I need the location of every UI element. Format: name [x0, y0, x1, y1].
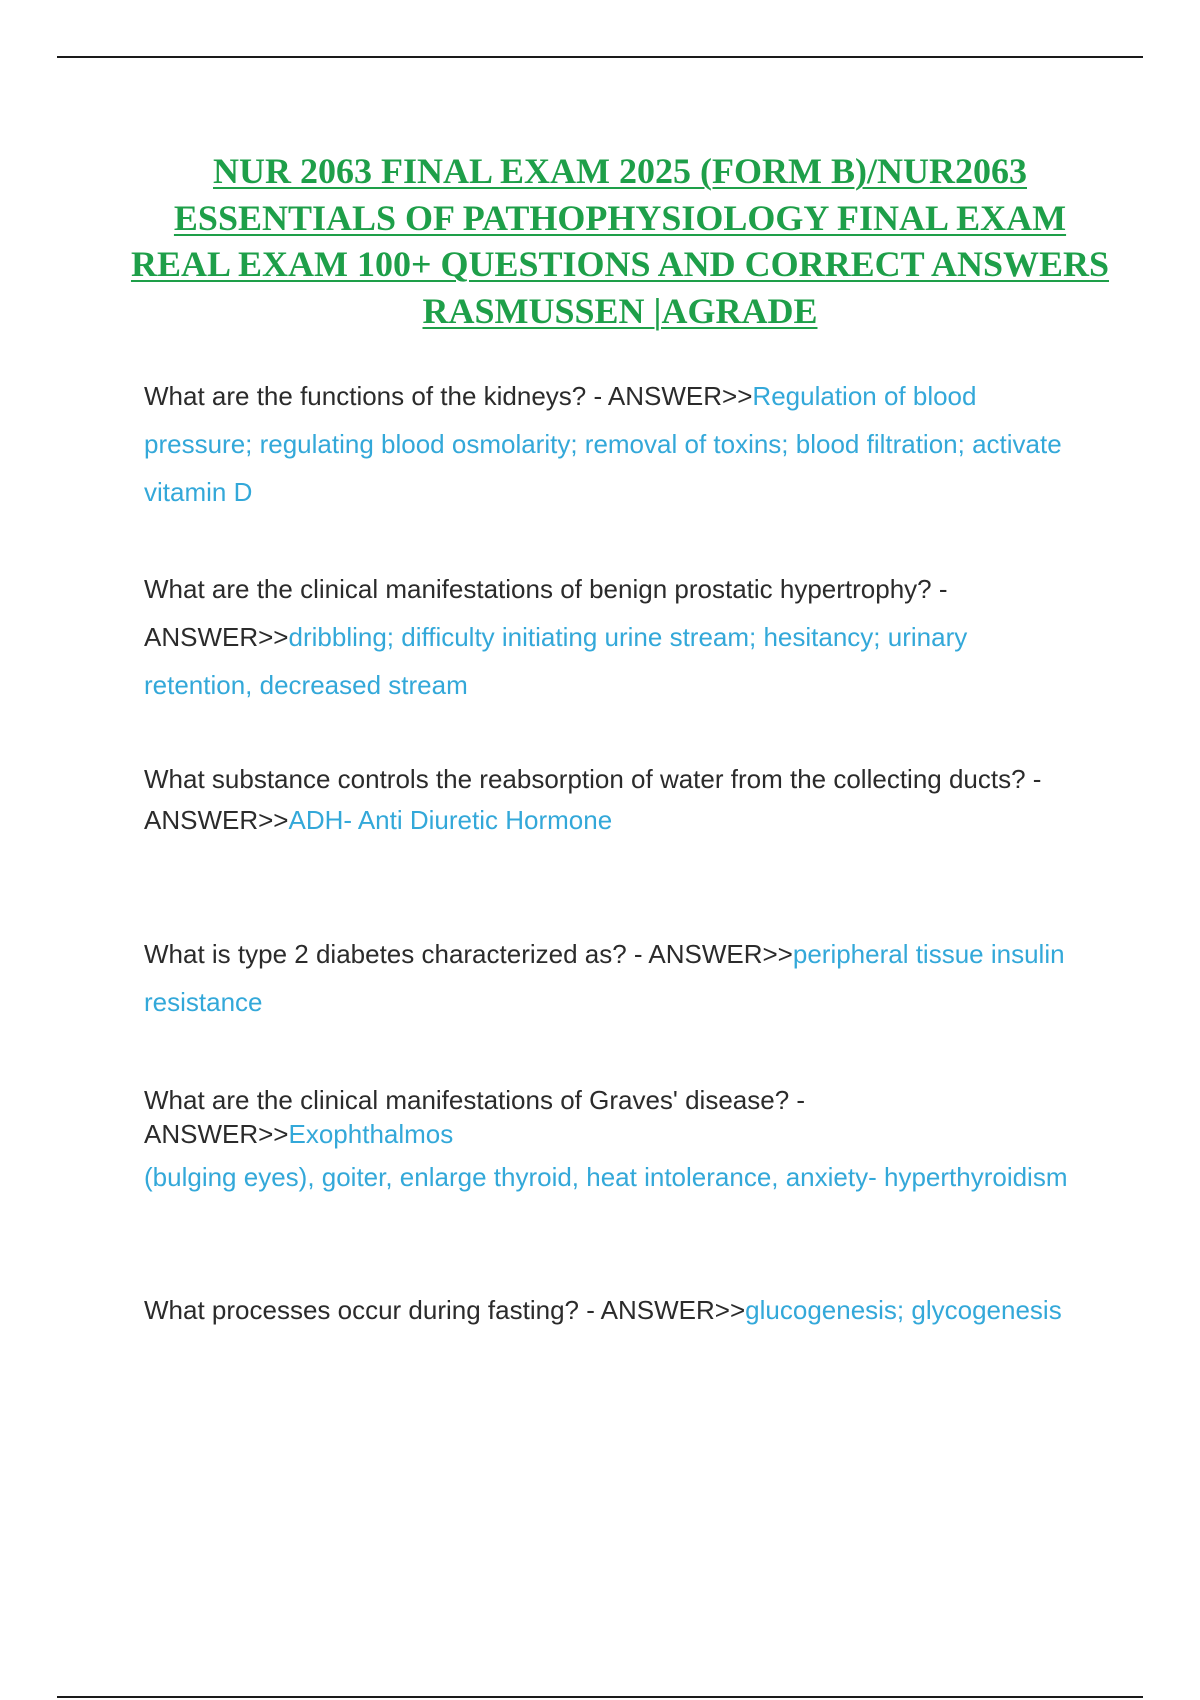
question-text: What are the clinical manifestations of benign prostatic hypertrophy? - ANSWER>>: [144, 574, 948, 652]
question-text: What processes occur during fasting? - ANSWER>>: [144, 1295, 746, 1325]
answer-text: Regulation of blood pressure; regulating blood osmolarity; removal of toxins; blood filtration; activate vitamin D: [144, 381, 1062, 507]
answer-text: ADH- Anti Diuretic Hormone: [288, 805, 613, 835]
question-text: What is type 2 diabetes characterized as? - ANSWER>>: [144, 939, 793, 969]
qa-item-fasting: [144, 1293, 1074, 1327]
document-title: [130, 148, 1110, 334]
document-title-text: NUR 2063 FINAL EXAM 2025 (FORM B)/NUR2063 ESSENTIALS OF PATHOPHYSIOLOGY FINAL EXAM REAL EXAM 100+ QUESTIONS AND CORRECT ANSWERS RASMUSSEN |AGRADE: [130, 151, 1110, 331]
answer-text: dribbling; difficulty initiating urine stream; hesitancy; urinary retention, decreased stream: [144, 622, 968, 700]
answer-text: glucogenesis; glycogenesis: [745, 1295, 1062, 1325]
question-line: [144, 1083, 1074, 1151]
qa-item-adh: [144, 762, 1074, 844]
answer-text: Exophthalmos: [288, 1119, 454, 1149]
answer-prefix: ANSWER>>: [144, 805, 289, 835]
qa-item-diabetes: [144, 930, 1074, 1026]
bottom-rule: [57, 1696, 1143, 1698]
answer-continuation: (bulging eyes), goiter, enlarge thyroid, heat intolerance, anxiety- hyperthyroidism: [144, 1162, 1068, 1192]
answer-text: peripheral tissue insulin resistance: [144, 939, 1065, 1017]
qa-item-bph: [144, 565, 1074, 709]
top-rule: [57, 56, 1143, 58]
question-text: What substance controls the reabsorption of water from the collecting ducts? -: [144, 764, 1042, 794]
qa-item-graves: [144, 1083, 1074, 1194]
answer-line: [144, 796, 1074, 844]
qa-item-kidneys: [144, 372, 1074, 516]
question-text: What are the functions of the kidneys? - ANSWER>>: [144, 381, 753, 411]
question-text: What are the clinical manifestations of Graves' disease? - ANSWER>>: [144, 1085, 806, 1149]
